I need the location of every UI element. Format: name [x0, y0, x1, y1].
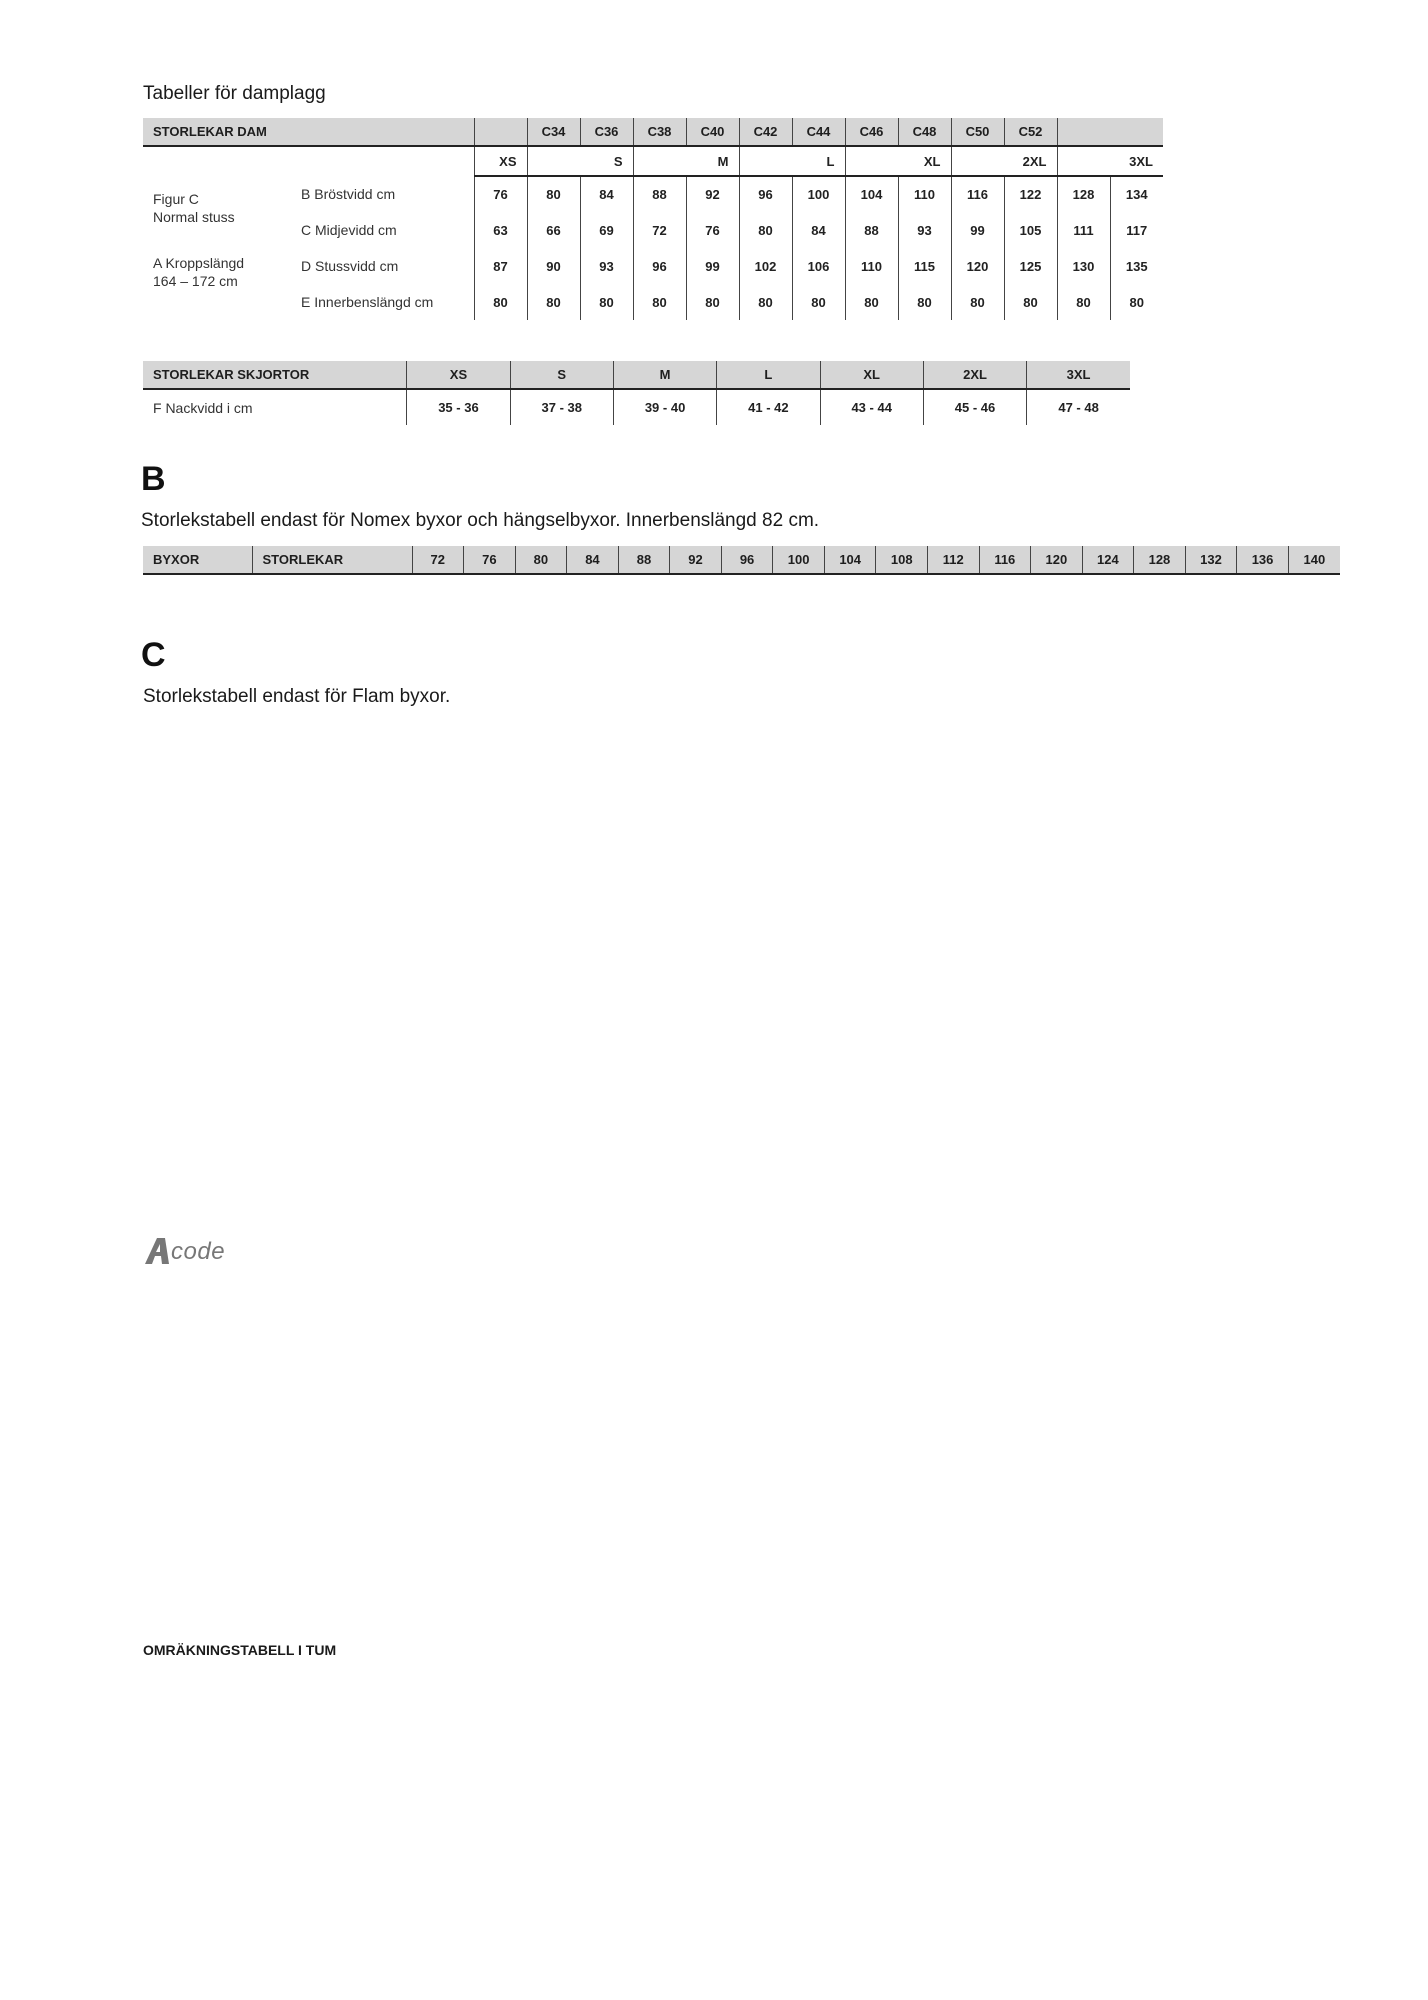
- value-cell: 96: [633, 248, 686, 284]
- value-cell: 76: [686, 212, 739, 248]
- value-cell: 99: [686, 248, 739, 284]
- value-cell: 76: [474, 176, 527, 212]
- value-cell: 100: [792, 176, 845, 212]
- size-code: C34: [527, 118, 580, 146]
- value-cell: 80: [1110, 284, 1163, 320]
- table-row: [143, 212, 1163, 248]
- value-cell: 104: [845, 176, 898, 212]
- size-letter: XS: [474, 146, 527, 176]
- size-code: 96: [721, 546, 773, 574]
- value-cell: 80: [527, 284, 580, 320]
- value-cell: 45 - 46: [923, 389, 1026, 425]
- value-cell: 80: [951, 284, 1004, 320]
- value-cell: 87: [474, 248, 527, 284]
- size-code: 76: [464, 546, 516, 574]
- value-cell: 99: [951, 212, 1004, 248]
- shirt-size-table: [143, 361, 1130, 425]
- logo-text: code: [171, 1238, 226, 1265]
- value-cell: 66: [527, 212, 580, 248]
- value-cell: 93: [898, 212, 951, 248]
- size-letter: M: [613, 361, 716, 389]
- value-cell: 102: [739, 248, 792, 284]
- value-cell: 134: [1110, 176, 1163, 212]
- column-header: STORLEKAR DAM: [143, 118, 474, 146]
- value-cell: 80: [739, 212, 792, 248]
- value-cell: 122: [1004, 176, 1057, 212]
- value-cell: 116: [951, 176, 1004, 212]
- table-row: [143, 118, 1163, 146]
- value-cell: 80: [1057, 284, 1110, 320]
- table-row: [143, 248, 1163, 284]
- row-label: E Innerbenslängd cm: [301, 294, 434, 310]
- dam-size-table: [143, 118, 1163, 320]
- value-cell: 80: [580, 284, 633, 320]
- table-row: [143, 284, 1163, 320]
- row-label: D Stussvidd cm: [301, 258, 399, 274]
- value-cell: 47 - 48: [1027, 389, 1130, 425]
- value-cell: 92: [686, 176, 739, 212]
- figure-label-line: Figur C: [153, 191, 199, 207]
- size-code: 128: [1134, 546, 1186, 574]
- value-cell: 80: [792, 284, 845, 320]
- column-header: BYXOR: [143, 546, 252, 574]
- value-cell: 84: [792, 212, 845, 248]
- size-code: 112: [927, 546, 979, 574]
- size-code: 104: [824, 546, 876, 574]
- figure-label-line: Normal stuss: [153, 209, 235, 225]
- value-cell: 106: [792, 248, 845, 284]
- value-cell: 125: [1004, 248, 1057, 284]
- size-code: C40: [686, 118, 739, 146]
- value-cell: 93: [580, 248, 633, 284]
- value-cell: 135: [1110, 248, 1163, 284]
- value-cell: 105: [1004, 212, 1057, 248]
- blank-cell: [143, 146, 474, 176]
- value-cell: 69: [580, 212, 633, 248]
- value-cell: 80: [845, 284, 898, 320]
- value-cell: 90: [527, 248, 580, 284]
- size-code: 140: [1288, 546, 1340, 574]
- nomex-trousers-table: [143, 546, 1340, 575]
- size-code: C50: [951, 118, 1004, 146]
- size-code: C48: [898, 118, 951, 146]
- value-cell: 115: [898, 248, 951, 284]
- conversion-title: OMRÄKNINGSTABELL I TUM: [143, 1642, 337, 1658]
- value-cell: 88: [845, 212, 898, 248]
- size-letter: L: [739, 146, 845, 176]
- column-header: STORLEKAR SKJORTOR: [143, 361, 407, 389]
- size-code: 80: [515, 546, 567, 574]
- value-cell: 128: [1057, 176, 1110, 212]
- value-cell: 84: [580, 176, 633, 212]
- size-code: 120: [1031, 546, 1083, 574]
- section-c-letter: C: [141, 636, 166, 674]
- row-label: F Nackvidd i cm: [153, 399, 253, 416]
- size-code: 136: [1237, 546, 1289, 574]
- value-cell: 110: [898, 176, 951, 212]
- size-letter: XL: [820, 361, 923, 389]
- size-letter: 3XL: [1027, 361, 1130, 389]
- table-row: [143, 361, 1130, 389]
- value-cell: 80: [1004, 284, 1057, 320]
- section-c-title: Storlekstabell endast för Flam byxor.: [143, 686, 451, 707]
- value-cell: 80: [898, 284, 951, 320]
- size-code: 116: [979, 546, 1031, 574]
- size-code: C46: [845, 118, 898, 146]
- table-row: [143, 546, 1340, 574]
- size-code: C42: [739, 118, 792, 146]
- section-b-letter: B: [141, 460, 166, 498]
- size-code: 72: [412, 546, 464, 574]
- value-cell: 96: [739, 176, 792, 212]
- size-letter: L: [717, 361, 820, 389]
- value-cell: 72: [633, 212, 686, 248]
- size-letter: S: [527, 146, 633, 176]
- value-cell: 39 - 40: [613, 389, 716, 425]
- value-cell: 41 - 42: [717, 389, 820, 425]
- value-cell: 120: [951, 248, 1004, 284]
- value-cell: 80: [527, 176, 580, 212]
- value-cell: 110: [845, 248, 898, 284]
- size-code: 108: [876, 546, 928, 574]
- row-label: B Bröstvidd cm: [301, 186, 396, 202]
- value-cell: 130: [1057, 248, 1110, 284]
- value-cell: 80: [474, 284, 527, 320]
- size-letter: M: [633, 146, 739, 176]
- value-cell: 88: [633, 176, 686, 212]
- value-cell: 80: [739, 284, 792, 320]
- value-cell: 111: [1057, 212, 1110, 248]
- size-code: C36: [580, 118, 633, 146]
- size-code: 84: [567, 546, 619, 574]
- row-label: C Midjevidd cm: [301, 222, 397, 238]
- size-code: C38: [633, 118, 686, 146]
- size-letter: XL: [845, 146, 951, 176]
- size-letter: 2XL: [951, 146, 1057, 176]
- size-code: C52: [1004, 118, 1057, 146]
- table-row: [143, 146, 1163, 176]
- table-row: [143, 389, 1130, 425]
- column-header: [1057, 118, 1163, 146]
- size-code: 124: [1082, 546, 1134, 574]
- size-code: C44: [792, 118, 845, 146]
- value-cell: 37 - 38: [510, 389, 613, 425]
- value-cell: 117: [1110, 212, 1163, 248]
- figure-label-line: 164 – 172 cm: [153, 273, 238, 289]
- brand-logo: [143, 1236, 263, 1270]
- figure-label: [143, 176, 291, 320]
- size-letter: XS: [407, 361, 510, 389]
- value-cell: 35 - 36: [407, 389, 510, 425]
- size-code: 132: [1185, 546, 1237, 574]
- figure-label-line: A Kroppslängd: [153, 255, 245, 271]
- value-cell: 63: [474, 212, 527, 248]
- size-letter: 2XL: [923, 361, 1026, 389]
- section-a-title: Tabeller för damplagg: [143, 83, 326, 104]
- size-letter: S: [510, 361, 613, 389]
- size-code: 100: [773, 546, 825, 574]
- value-cell: 43 - 44: [820, 389, 923, 425]
- size-code: 92: [670, 546, 722, 574]
- size-code: 88: [618, 546, 670, 574]
- size-letter: 3XL: [1057, 146, 1163, 176]
- value-cell: 80: [686, 284, 739, 320]
- section-b-title: Storlekstabell endast för Nomex byxor och hängselbyxor. Innerbenslängd 82 cm.: [141, 510, 820, 531]
- value-cell: 80: [633, 284, 686, 320]
- column-header: [474, 118, 527, 146]
- table-row: [143, 176, 1163, 212]
- column-header: STORLEKAR: [252, 546, 412, 574]
